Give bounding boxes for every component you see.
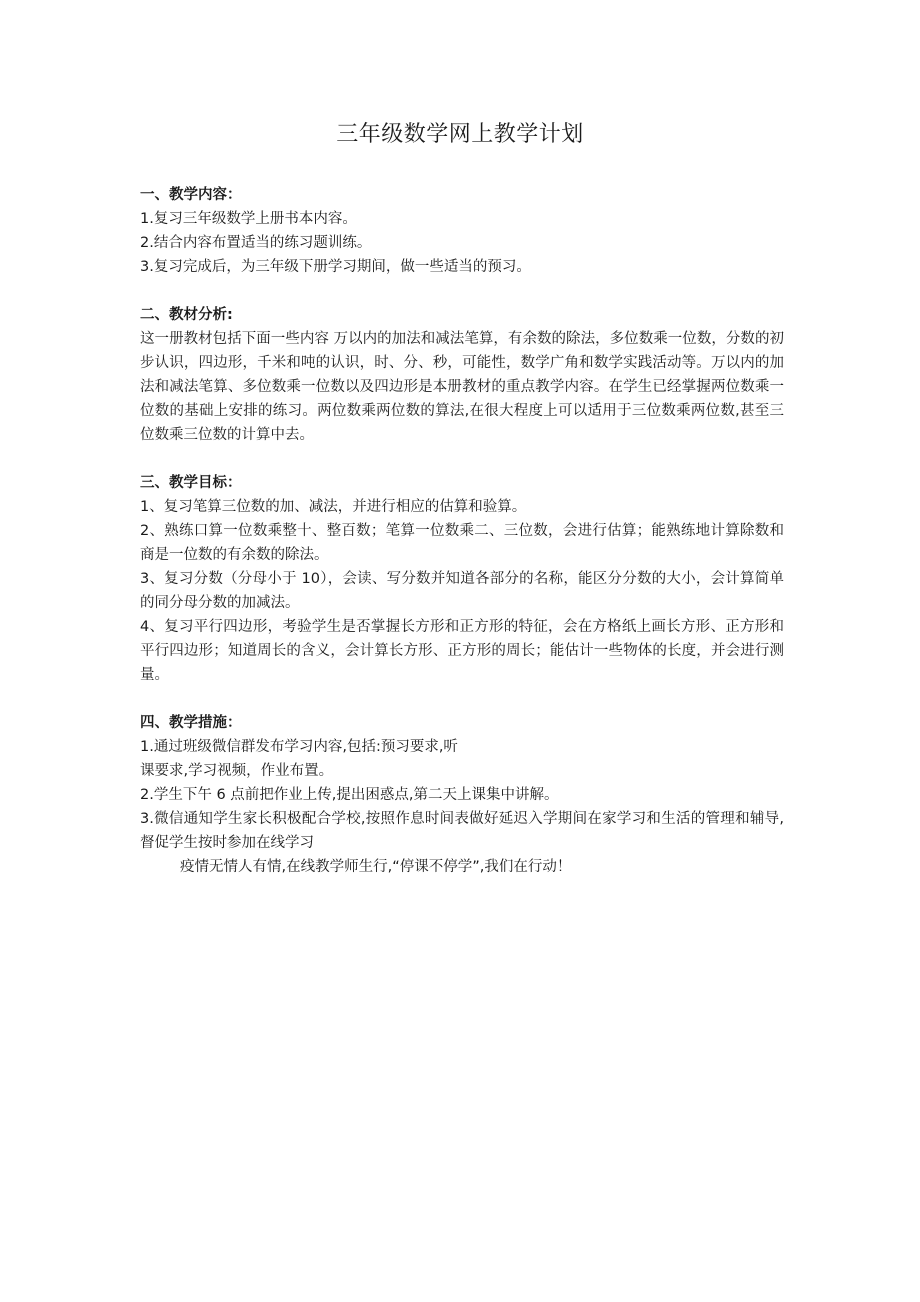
section-teaching-content (140, 183, 784, 279)
list-item: 课要求,学习视频，作业布置。 (140, 763, 334, 779)
section-teaching-measures (140, 711, 784, 879)
page-title: 三年级数学网上教学计划 (336, 122, 584, 147)
list-item: 4、复习平行四边形，考验学生是否掌握长方形和正方形的特征，会在方格纸上画长方形、正方形和平行四边形；知道周长的含义，会计算长方形、正方形的周长；能估计一些物体的长度，并会进行测量。 (140, 619, 784, 683)
list-item: 3.复习完成后，为三年级下册学习期间，做一些适当的预习。 (140, 259, 531, 275)
section-material-analysis (140, 303, 784, 447)
section-heading: 三、教学目标： (140, 475, 242, 491)
list-item: 2.学生下午 6 点前把作业上传,提出困惑点,第二天上课集中讲解。 (140, 787, 559, 803)
list-item: 3.微信通知学生家长积极配合学校,按照作息时间表做好延迟入学期间在家学习和生活的管理和辅导,督促学生按时参加在线学习 (140, 811, 784, 851)
closing-slogan: 疫情无情人有情,在线教学师生行,“停课不停学”,我们在行动！ (180, 859, 572, 875)
list-item: 1.复习三年级数学上册书本内容。 (140, 211, 357, 227)
section-heading: 二、教材分析: (140, 307, 233, 323)
document-body (140, 183, 784, 903)
section-heading: 一、教学内容： (140, 187, 242, 203)
section-teaching-goals (140, 471, 784, 687)
list-item: 2、熟练口算一位数乘整十、整百数；笔算一位数乘二、三位数，会进行估算；能熟练地计算除数和商是一位数的有余数的除法。 (140, 523, 784, 563)
list-item: 2.结合内容布置适当的练习题训练。 (140, 235, 372, 251)
section-heading: 四、教学措施： (140, 715, 242, 731)
list-item: 1.通过班级微信群发布学习内容,包括:预习要求,听 (140, 739, 458, 755)
list-item: 1、复习笔算三位数的加、减法，并进行相应的估算和验算。 (140, 499, 527, 515)
paragraph: 这一册教材包括下面一些内容 万以内的加法和减法笔算，有余数的除法，多位数乘一位数，分数的初步认识，四边形，千米和吨的认识，时、分、秒，可能性，数学广角和数学实践活动等。万以内的加法和减法笔算、多位数乘一位数以及四边形是本册教材的重点教学内容。在学生已经掌握两位数乘一位数的基础上安排的练习。两位数乘两位数的算法,在很大程度上可以适用于三位数乘两位数,甚至三位数乘三位数的计算中去。 (140, 331, 784, 443)
list-item: 3、复习分数（分母小于 10），会读、写分数并知道各部分的名称，能区分分数的大小，会计算简单的同分母分数的加减法。 (140, 571, 784, 611)
